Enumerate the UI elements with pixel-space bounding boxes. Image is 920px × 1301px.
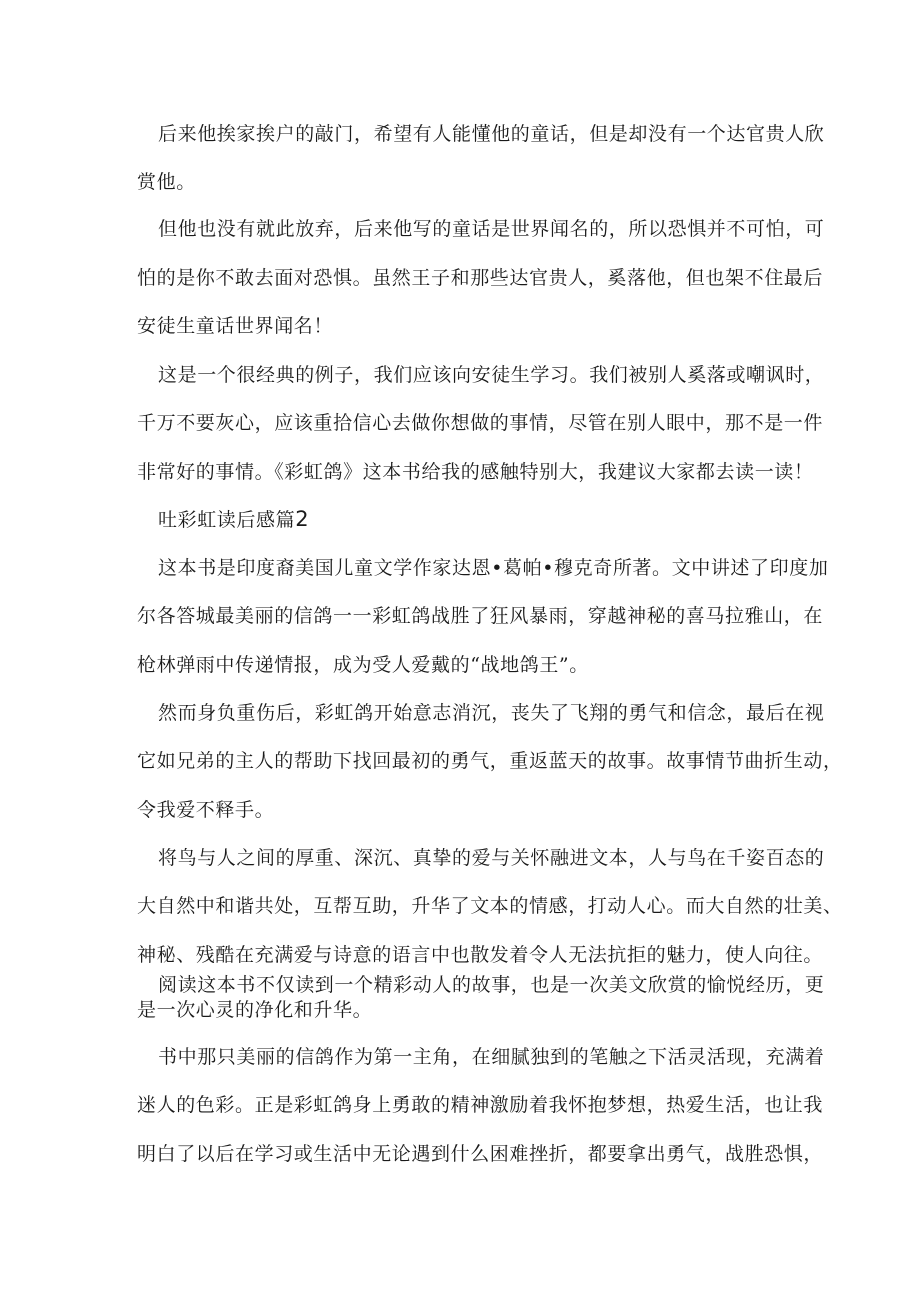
paragraph-line: 神秘、残酷在充满爱与诗意的语言中也散发着令人无法抗拒的魅力，使人向往。 xyxy=(137,944,824,966)
paragraph-line: 尔各答城最美丽的信鸽一一彩虹鸽战胜了狂风暴雨，穿越神秘的喜马拉雅山，在 xyxy=(137,605,824,627)
paragraph-line: 怕的是你不敢去面对恐惧。虽然王子和那些达官贵人，奚落他，但也架不住最后 xyxy=(137,267,824,289)
paragraph-line: 安徒生童话世界闻名！ xyxy=(137,315,334,337)
paragraph-line: 是一次心灵的净化和升华。 xyxy=(137,999,373,1021)
paragraph-line: 明白了以后在学习或生活中无论遇到什么困难挫折，都要拿出勇气，战胜恐惧， xyxy=(137,1143,824,1165)
paragraph-line: 枪林弹雨中传递情报，成为受人爱戴的“战地鸽王”。 xyxy=(137,654,589,676)
paragraph-line: 它如兄弟的主人的帮助下找回最初的勇气，重返蓝天的故事。故事情节曲折生动， xyxy=(137,750,843,772)
paragraph-line: 千万不要灰心，应该重拾信心去做你想做的事情，尽管在别人眼中，那不是一件 xyxy=(137,412,824,434)
section-heading-text: 吐彩虹读后感篇 xyxy=(158,509,296,531)
section-heading-number: 2 xyxy=(295,507,310,531)
paragraph-line: 迷人的色彩。正是彩虹鸽身上勇敢的精神激励着我怀抱梦想，热爱生活，也让我 xyxy=(137,1094,824,1116)
section-heading xyxy=(158,506,798,533)
paragraph-line: 令我爱不释手。 xyxy=(137,799,275,821)
paragraph-line: 大自然中和谐共处，互帮互助，升华了文本的情感，打动人心。而大自然的壮美、 xyxy=(137,895,843,917)
paragraph-line: 阅读这本书不仅读到一个精彩动人的故事，也是一次美文欣赏的愉悦经历，更 xyxy=(158,974,825,996)
paragraph-line: 这本书是印度裔美国儿童文学作家达恩•葛帕•穆克奇所著。文中讲述了印度加 xyxy=(158,557,829,579)
paragraph-line: 将鸟与人之间的厚重、深沉、真挚的爱与关怀融进文本，人与鸟在千姿百态的 xyxy=(158,847,825,869)
paragraph-line: 然而身负重伤后，彩虹鸽开始意志消沉，丧失了飞翔的勇气和信念，最后在视 xyxy=(158,702,825,724)
paragraph-line: 后来他挨家挨户的敲门，希望有人能懂他的童话，但是却没有一个达官贵人欣 xyxy=(158,123,825,145)
paragraph-line: 赏他。 xyxy=(137,171,196,193)
paragraph-line: 书中那只美丽的信鸽作为第一主角，在细腻独到的笔触之下活灵活现，充满着 xyxy=(158,1046,825,1068)
paragraph-line: 这是一个很经典的例子，我们应该向安徒生学习。我们被别人奚落或嘲讽时， xyxy=(158,364,825,386)
paragraph-line: 但他也没有就此放弃，后来他写的童话是世界闻名的，所以恐惧并不可怕，可 xyxy=(158,218,825,240)
paragraph-line: 非常好的事情。《彩虹鸽》这本书给我的感触特别大，我建议大家都去读一读！ xyxy=(137,461,814,483)
